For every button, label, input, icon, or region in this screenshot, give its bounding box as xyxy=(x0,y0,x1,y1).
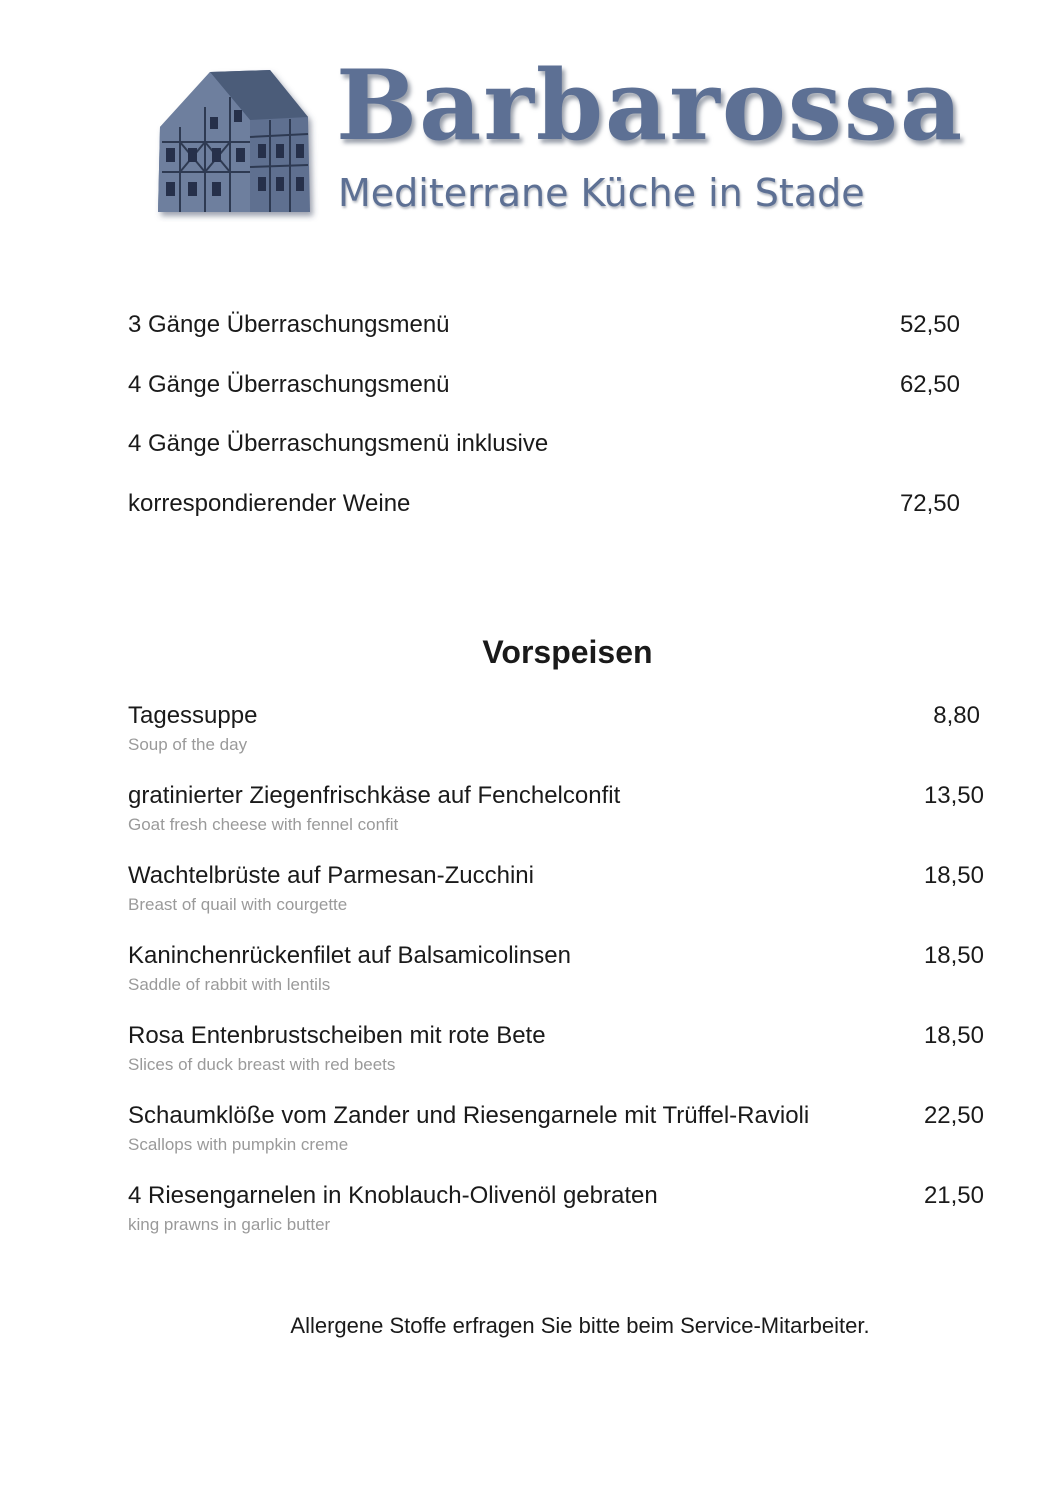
restaurant-tagline: Mediterrane Küche in Stade xyxy=(338,171,865,215)
menu-offer-label: 4 Gänge Überraschungsmenü xyxy=(128,371,450,398)
dish-price: 22,50 xyxy=(923,1102,984,1129)
dish-english: Saddle of rabbit with lentils xyxy=(128,975,331,994)
dish-name: gratinierter Ziegenfrischkäse auf Fenchelconfit xyxy=(128,782,621,809)
menu-offer-label: 3 Gänge Überraschungsmenü xyxy=(128,311,450,338)
menu-offer-label: korrespondierender Weine xyxy=(128,490,411,517)
allergen-note: Allergene Stoffe erfragen Sie bitte beim Service-Mitarbeiter. xyxy=(290,1313,870,1338)
restaurant-name: Barbarossa xyxy=(336,49,965,162)
dish-english: Soup of the day xyxy=(128,735,248,754)
dish-price: 18,50 xyxy=(923,1022,984,1049)
dish-name: Schaumklöße vom Zander und Riesengarnele mit Trüffel-Ravioli xyxy=(128,1102,810,1129)
dish-english: Slices of duck breast with red beets xyxy=(128,1055,396,1074)
dish-name: Rosa Entenbrustscheiben mit rote Bete xyxy=(128,1022,546,1049)
dish-english: Breast of quail with courgette xyxy=(128,895,348,914)
dish-english: Goat fresh cheese with fennel confit xyxy=(128,815,399,834)
dish-price: 18,50 xyxy=(923,942,984,969)
menu-offer-price: 72,50 xyxy=(899,490,960,517)
dish-name: 4 Riesengarnelen in Knoblauch-Olivenöl gebraten xyxy=(128,1182,658,1209)
dish-english: Scallops with pumpkin creme xyxy=(128,1135,349,1154)
menu-offer-label: 4 Gänge Überraschungsmenü inklusive xyxy=(128,430,549,457)
dish-name: Kaninchenrückenfilet auf Balsamicolinsen xyxy=(128,942,571,969)
menu-offer-price: 62,50 xyxy=(899,371,960,398)
dish-price: 8,80 xyxy=(933,702,980,729)
house-logo-icon xyxy=(150,62,320,222)
dish-english: king prawns in garlic butter xyxy=(128,1215,331,1234)
dish-name: Wachtelbrüste auf Parmesan-Zucchini xyxy=(128,862,534,889)
dish-name: Tagessuppe xyxy=(128,702,258,729)
dish-price: 18,50 xyxy=(923,862,984,889)
section-title-starters: Vorspeisen xyxy=(482,634,653,670)
restaurant-logo xyxy=(150,49,965,227)
dish-price: 21,50 xyxy=(923,1182,984,1209)
menu-offer-price: 52,50 xyxy=(899,311,960,338)
dish-price: 13,50 xyxy=(923,782,984,809)
